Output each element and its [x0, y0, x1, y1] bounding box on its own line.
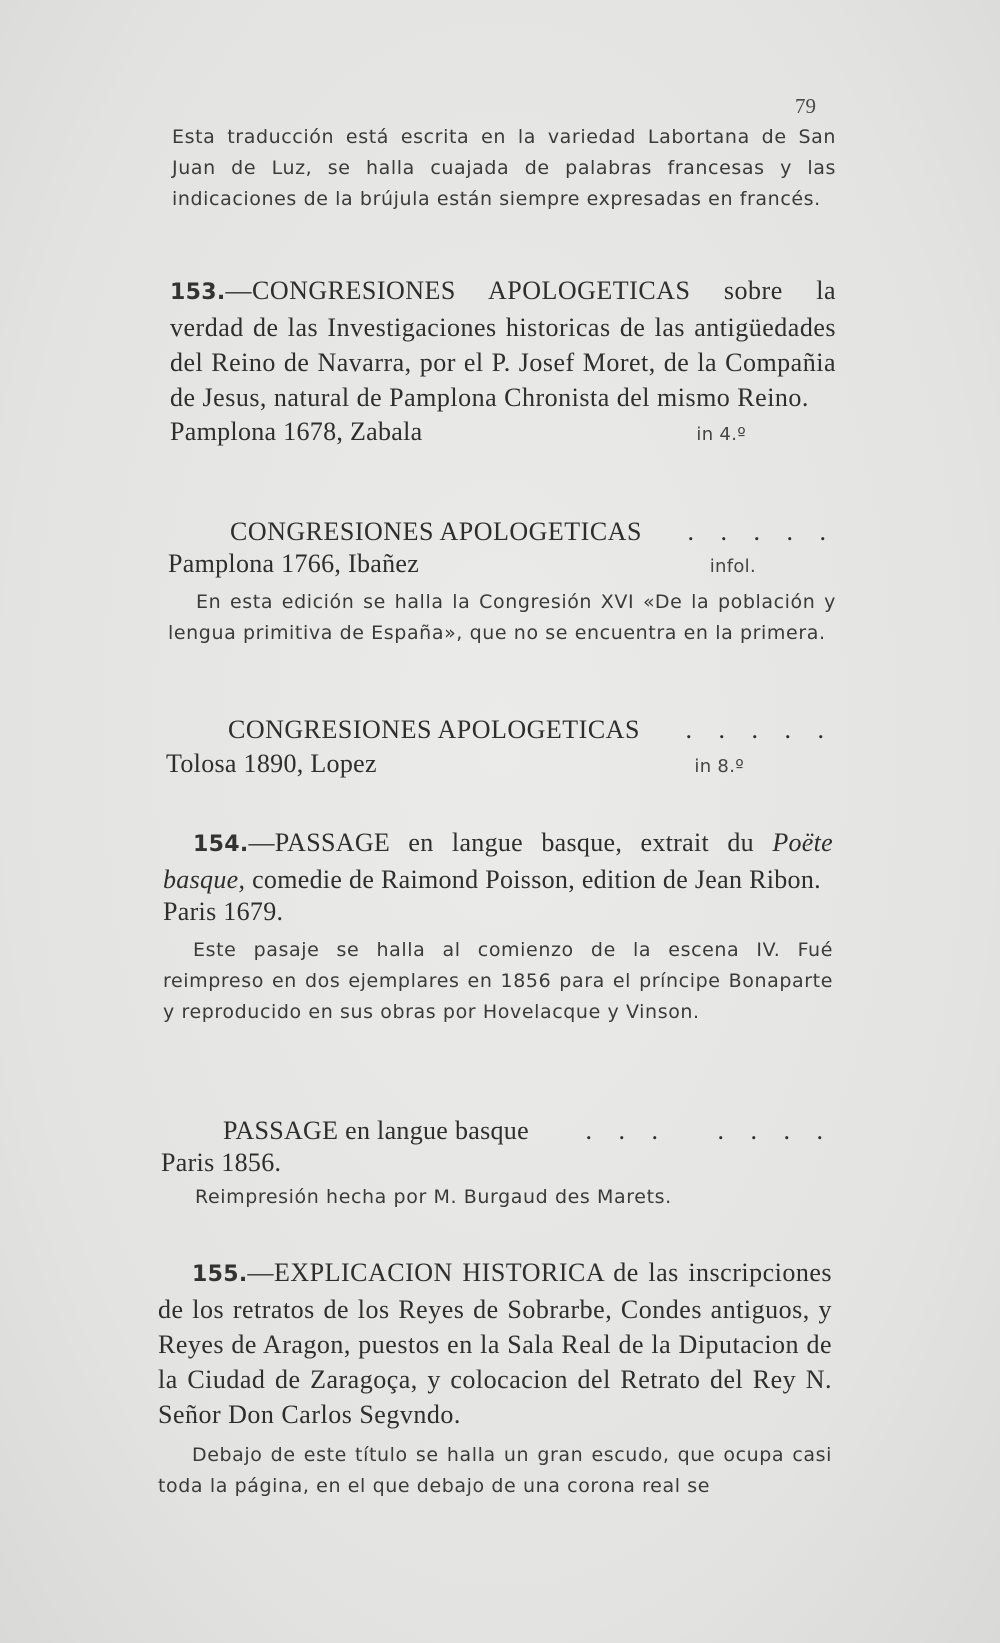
- edition-1890-dots: . . . . .: [685, 715, 834, 744]
- entry-153-title-paragraph: [170, 273, 836, 415]
- edition-1890-title-row: [166, 715, 834, 745]
- edition-1890-imprint: Tolosa 1890, Lopez: [166, 749, 377, 778]
- intro-paragraph: [172, 122, 836, 215]
- edition-1766-title-row: [168, 517, 836, 547]
- edition-1890-format: in 8.º: [694, 756, 744, 777]
- edition-1856-dots: . . . . . . .: [585, 1116, 833, 1145]
- entry-155-title-paragraph: [158, 1255, 832, 1432]
- edition-1766-imprint-row: [168, 549, 836, 579]
- entry-155: [158, 1255, 832, 1502]
- entry-154-number: 154.: [193, 832, 249, 857]
- edition-1766-imprint: Pamplona 1766, Ibañez: [168, 549, 420, 578]
- edition-1856: [161, 1116, 833, 1213]
- entry-154-note: Este pasaje se halla al comienzo de la escena IV. Fué reimpreso en dos ejemplares en 1856 para el príncipe Bonaparte y reproducido en sus obras por Hovelacque y Vinson.: [163, 939, 833, 1023]
- intro-text: Esta traducción está escrita en la variedad Labortana de San Juan de Luz, se halla cuajada de palabras francesas y las indicaciones de la brújula están siempre expresadas en francés.: [172, 126, 836, 210]
- entry-154-title-end: comedie de Raimond Poisson, edition de Jean Ribon.: [245, 865, 821, 894]
- edition-1766-note: En esta edición se halla la Congresión XVI «De la población y lengua primitiva de España», que no se encuentra en la primera.: [168, 591, 836, 644]
- entry-154-work-title: Poëte basque,: [163, 828, 833, 894]
- edition-1890-imprint-row: [166, 749, 834, 779]
- entry-153-imprint-row: [170, 417, 836, 447]
- entry-153-number: 153.: [170, 280, 226, 305]
- entry-153-imprint: Pamplona 1678, Zabala: [170, 417, 423, 446]
- edition-1890-title: CONGRESIONES APOLOGETICAS: [228, 715, 640, 744]
- edition-1856-imprint: Paris 1856.: [161, 1148, 282, 1177]
- entry-153: [170, 273, 836, 447]
- edition-1766-dots: . . . . .: [687, 517, 836, 546]
- edition-1766: [168, 517, 836, 649]
- entry-154-title-paragraph: [163, 825, 833, 897]
- edition-1766-format: infol.: [709, 556, 756, 577]
- edition-1856-title: PASSAGE en langue basque: [223, 1116, 529, 1145]
- entry-153-title: —CONGRESIONES APOLOGETICAS sobre la verdad de las Investigaciones historicas de las antigüedades del Reino de Navarra, por el P. Josef Moret, de la Compañia de Jesus, natural de Pamplona Chronista del mismo Reino.: [170, 276, 836, 412]
- edition-1766-title: CONGRESIONES APOLOGETICAS: [230, 517, 642, 546]
- page-number: 79: [795, 94, 816, 118]
- entry-155-note: Debajo de este título se halla un gran escudo, que ocupa casi toda la página, en el que debajo de una corona real se: [158, 1444, 832, 1497]
- entry-155-number: 155.: [192, 1262, 248, 1287]
- edition-1890: [166, 715, 834, 779]
- entry-154-title-start: —PASSAGE en langue basque, extrait du: [248, 828, 773, 857]
- entry-153-format: in 4.º: [696, 424, 746, 445]
- entry-155-title: —EXPLICACION HISTORICA de las inscripciones de los retratos de los Reyes de Sobrarbe, Condes antiguos, y Reyes de Aragon, puestos en la Sala Real de la Diputacion de la Ciudad de Zaragoça, y colocacion del Retrato del Rey N. Señor Don Carlos Segvndo.: [158, 1258, 832, 1429]
- edition-1856-title-row: [161, 1116, 833, 1146]
- entry-154-imprint: Paris 1679.: [163, 897, 284, 926]
- entry-154: [163, 825, 833, 1028]
- edition-1856-note: Reimpresión hecha por M. Burgaud des Marets.: [195, 1186, 672, 1208]
